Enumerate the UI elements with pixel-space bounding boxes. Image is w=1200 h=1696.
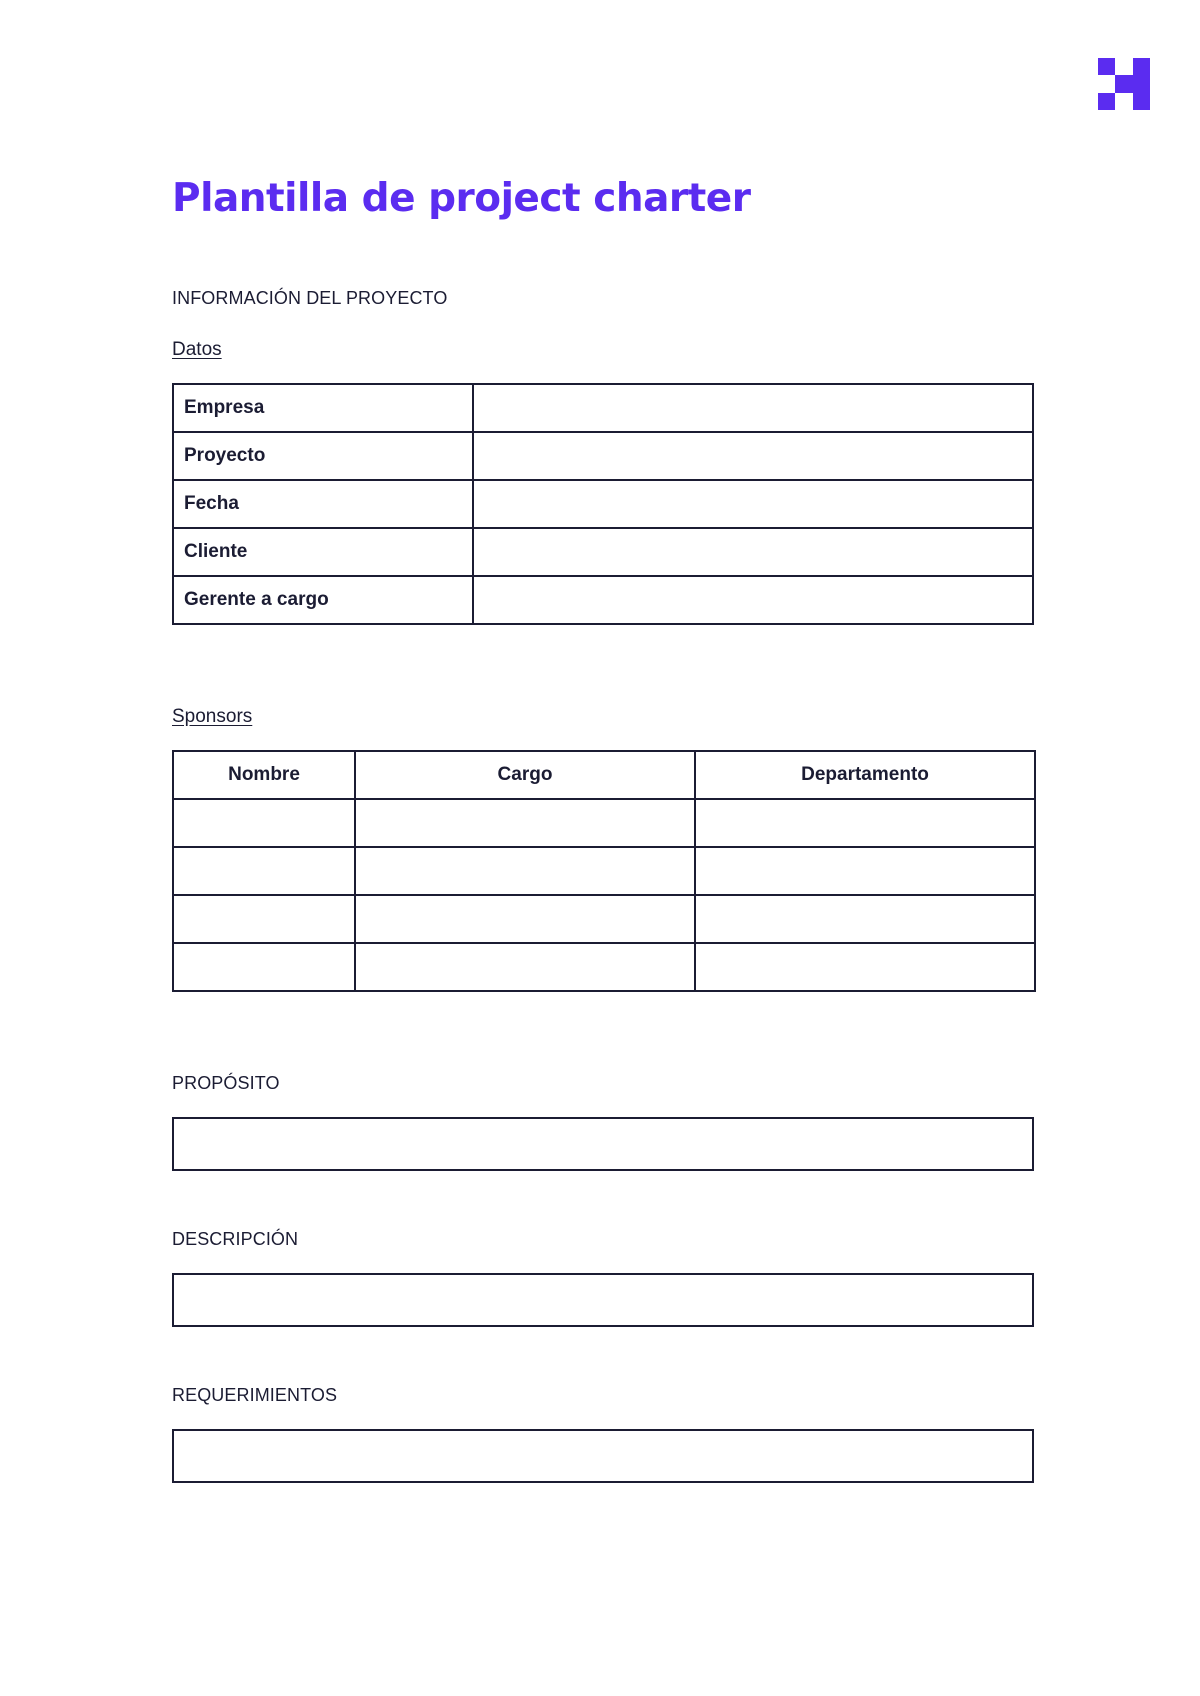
sponsors-label: Sponsors <box>172 706 253 727</box>
datos-key: Empresa <box>173 384 473 432</box>
datos-row-gerente <box>173 576 1033 624</box>
sponsor-nombre-field[interactable] <box>173 847 355 895</box>
datos-row-cliente <box>173 528 1033 576</box>
datos-value-field[interactable] <box>473 576 1033 624</box>
sponsor-cargo-field[interactable] <box>355 943 695 991</box>
sponsor-departamento-field[interactable] <box>695 847 1035 895</box>
datos-row-fecha <box>173 480 1033 528</box>
sponsor-nombre-field[interactable] <box>173 799 355 847</box>
sponsors-header-row <box>173 751 1035 799</box>
datos-value-field[interactable] <box>473 384 1033 432</box>
datos-label: Datos <box>172 339 222 360</box>
sponsor-cargo-field[interactable] <box>355 847 695 895</box>
datos-table <box>172 383 1034 625</box>
sponsor-nombre-field[interactable] <box>173 943 355 991</box>
sponsors-header-departamento: Departamento <box>695 751 1035 799</box>
sponsor-cargo-field[interactable] <box>355 895 695 943</box>
sponsor-departamento-field[interactable] <box>695 799 1035 847</box>
table-row <box>173 847 1035 895</box>
table-row <box>173 895 1035 943</box>
sponsor-cargo-field[interactable] <box>355 799 695 847</box>
brand-h-logo-icon <box>1098 58 1150 110</box>
description-field[interactable] <box>172 1273 1034 1327</box>
datos-row-empresa <box>173 384 1033 432</box>
purpose-heading: PROPÓSITO <box>172 1073 280 1093</box>
purpose-field[interactable] <box>172 1117 1034 1171</box>
table-row <box>173 943 1035 991</box>
datos-row-proyecto <box>173 432 1033 480</box>
sponsor-departamento-field[interactable] <box>695 895 1035 943</box>
datos-key: Proyecto <box>173 432 473 480</box>
document-title: Plantilla de project charter <box>172 176 751 221</box>
datos-key: Fecha <box>173 480 473 528</box>
project-info-heading: INFORMACIÓN DEL PROYECTO <box>172 288 448 308</box>
description-heading: DESCRIPCIÓN <box>172 1229 299 1249</box>
requirements-field[interactable] <box>172 1429 1034 1483</box>
table-row <box>173 799 1035 847</box>
datos-value-field[interactable] <box>473 480 1033 528</box>
sponsors-header-cargo: Cargo <box>355 751 695 799</box>
sponsor-departamento-field[interactable] <box>695 943 1035 991</box>
sponsors-header-nombre: Nombre <box>173 751 355 799</box>
sponsor-nombre-field[interactable] <box>173 895 355 943</box>
datos-key: Cliente <box>173 528 473 576</box>
requirements-heading: REQUERIMIENTOS <box>172 1385 338 1405</box>
sponsors-table <box>172 750 1036 992</box>
datos-value-field[interactable] <box>473 432 1033 480</box>
datos-key: Gerente a cargo <box>173 576 473 624</box>
datos-value-field[interactable] <box>473 528 1033 576</box>
